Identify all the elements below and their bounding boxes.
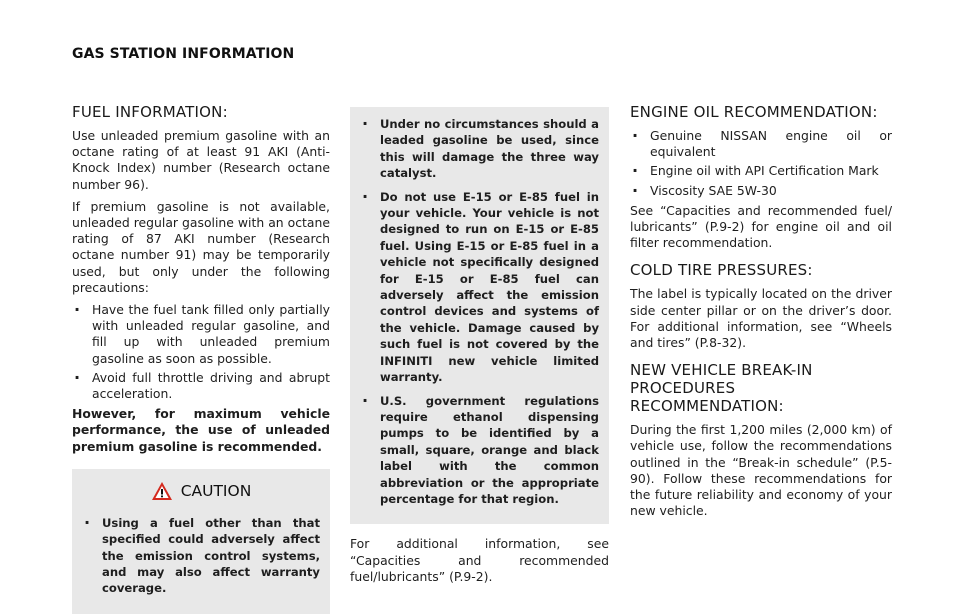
warning-triangle-icon: [151, 481, 173, 501]
caution-box: [72, 469, 330, 614]
column-warnings: [350, 107, 609, 591]
tire-para: The label is typically located on the driver side center pillar or on the driver’s door. For additional information, see “Wheels and tires” (P.8-32).: [630, 286, 892, 351]
warnings-box: [350, 107, 609, 524]
column-recommendations: [630, 103, 892, 529]
tire-section: [630, 261, 892, 351]
engine-oil-section: [630, 103, 892, 251]
list-item: . U.S. government regulations require ethanol dispensing pumps to be identified by a small, square, orange and black label with the common abbreviation or the appropriate percentage for that region.: [360, 393, 599, 508]
fuel-bold-note: However, for maximum vehicle performance, the use of unleaded premium gasoline is recommended.: [72, 406, 330, 454]
list-item: . Avoid full throttle driving and abrupt acceleration.: [72, 370, 330, 402]
column-fuel: [72, 103, 330, 614]
tire-heading: COLD TIRE PRESSURES:: [630, 261, 813, 280]
list-item: . Using a fuel other than that specified could adversely affect the emission control systems, and may also affect warranty coverage.: [82, 515, 320, 597]
list-item: . Have the fuel tank filled only partially with unleaded regular gasoline, and fill up with unleaded premium gasoline as soon as possible.: [72, 302, 330, 367]
warnings-after-text: For additional information, see “Capacities and recommended fuel/lubricants” (P.9-2).: [350, 536, 609, 584]
engine-oil-para: See “Capacities and recommended fuel/ lubricants” (P.9-2) for engine oil and oil filter recommendation.: [630, 202, 892, 251]
caution-title: CAUTION: [180, 481, 252, 500]
list-item: . Viscosity SAE 5W-30: [630, 183, 892, 199]
caution-header: [82, 481, 320, 501]
engine-oil-list: [630, 128, 892, 199]
engine-oil-heading: ENGINE OIL RECOMMENDATION:: [630, 103, 878, 121]
fuel-precautions-list: [72, 302, 330, 402]
breakin-section: [630, 361, 892, 519]
list-item: . Do not use E-15 or E-85 fuel in your vehicle. Your vehicle is not designed to run on E-15 or E-85 fuel. Using E-15 or E-85 fuel in a vehicle not specifically designed for E-15 or E-85 fuel can adversely affect the emission control devices and systems of the vehicle. Damage caused by such fuel is not covered by the INFINITI new vehicle limited warranty.: [360, 189, 599, 386]
fuel-para-1: Use unleaded premium gasoline with an octane rating of at least 91 AKI (Anti-Knock Index) number (Research octane number 96).: [72, 128, 330, 192]
page-title: GAS STATION INFORMATION: [72, 46, 295, 62]
warnings-list: [360, 116, 599, 507]
breakin-para: During the first 1,200 miles (2,000 km) of vehicle use, follow the recommendations outlined in the “Break-in schedule” (P.5-90). Follow these recommendations for the future reliability and economy of your new vehicle.: [630, 422, 892, 519]
list-item: . Genuine NISSAN engine oil or equivalent: [630, 128, 892, 160]
list-item: . Under no circumstances should a leaded gasoline be used, since this will damage the three way catalyst.: [360, 116, 599, 182]
caution-list: [82, 515, 320, 597]
fuel-heading: FUEL INFORMATION:: [72, 103, 228, 121]
fuel-para-2: If premium gasoline is not available, unleaded regular gasoline with an octane rating of 87 AKI number (Research octane number 91) may be temporarily used, but only under the following precautions:: [72, 198, 330, 295]
breakin-heading: NEW VEHICLE BREAK-IN PROCEDURES RECOMMENDATION:: [630, 361, 813, 416]
list-item: . Engine oil with API Certification Mark: [630, 163, 892, 179]
